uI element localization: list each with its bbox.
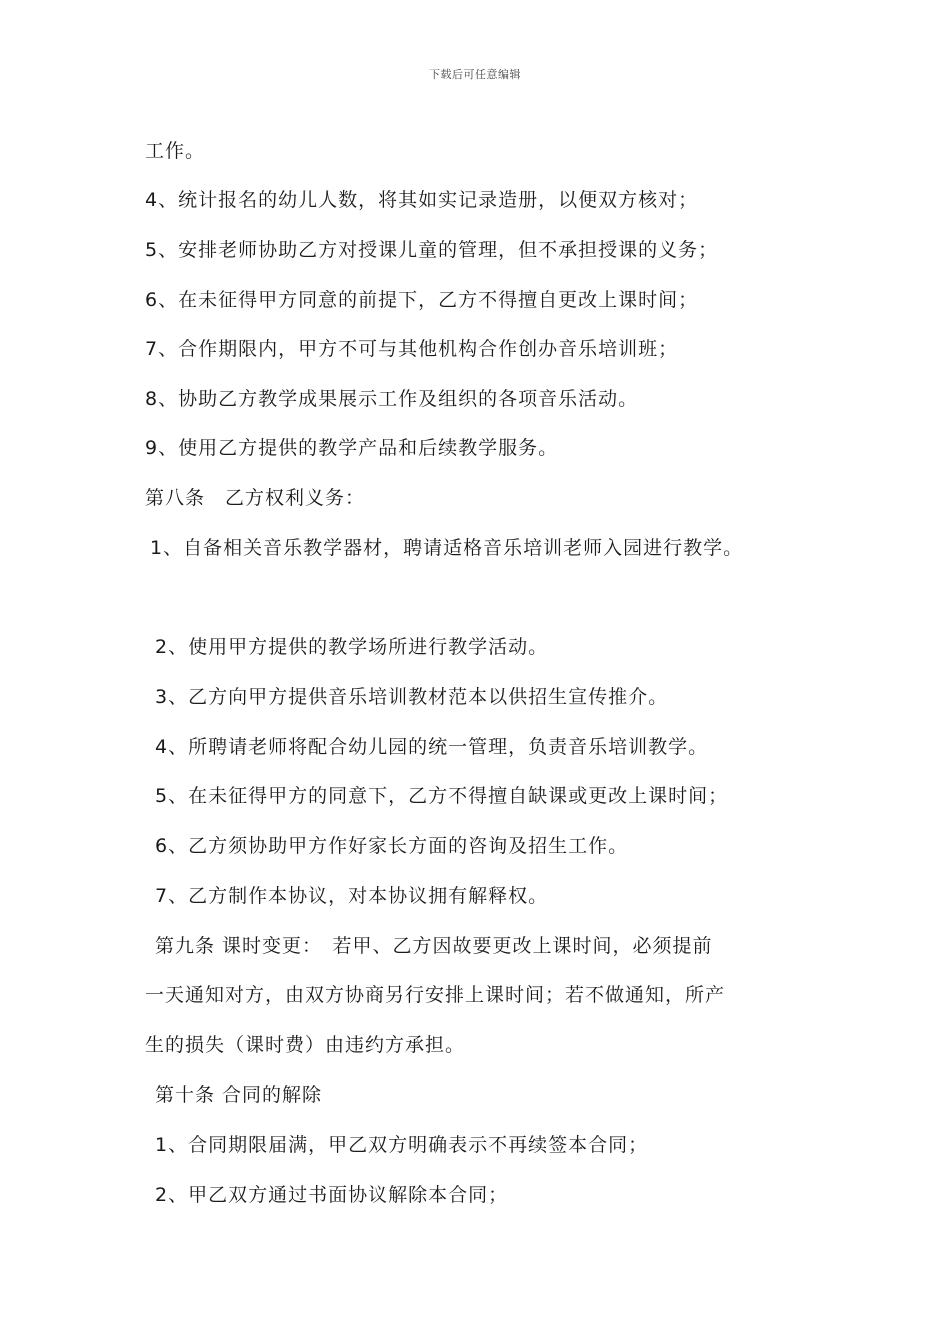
- body-line: 一天通知对方，由双方协商另行安排上课时间；若不做通知，所产: [145, 984, 726, 1006]
- section-heading: 第九条 课时变更： 若甲、乙方因故要更改上课时间，必须提前: [155, 935, 713, 957]
- body-line: 8、协助乙方教学成果展示工作及组织的各项音乐活动。: [145, 388, 639, 410]
- body-line: 2、使用甲方提供的教学场所进行教学活动。: [155, 636, 549, 658]
- body-line: 2、甲乙双方通过书面协议解除本合同；: [155, 1184, 509, 1206]
- body-line: 5、在未征得甲方的同意下，乙方不得擅自缺课或更改上课时间；: [155, 785, 729, 807]
- body-line: 1、合同期限届满，甲乙双方明确表示不再续签本合同；: [155, 1134, 649, 1156]
- section-heading: 第十条 合同的解除: [155, 1084, 323, 1106]
- section-heading: 第八条 乙方权利义务：: [145, 487, 366, 509]
- body-line: 生的损失（课时费）由违约方承担。: [145, 1034, 466, 1056]
- body-line: 4、统计报名的幼儿人数，将其如实记录造册，以便双方核对；: [145, 189, 699, 211]
- page-header: 下载后可任意编辑: [429, 68, 521, 81]
- body-line: 3、乙方向甲方提供音乐培训教材范本以供招生宣传推介。: [155, 686, 669, 708]
- body-line: 工作。: [145, 140, 206, 162]
- body-line: 1、自备相关音乐教学器材，聘请适格音乐培训老师入园进行教学。: [150, 537, 744, 559]
- body-line: 6、乙方须协助甲方作好家长方面的咨询及招生工作。: [155, 835, 629, 857]
- body-line: 9、使用乙方提供的教学产品和后续教学服务。: [145, 437, 559, 459]
- body-line: 4、所聘请老师将配合幼儿园的统一管理，负责音乐培训教学。: [155, 736, 709, 758]
- body-line: 7、乙方制作本协议，对本协议拥有解释权。: [155, 885, 549, 907]
- body-line: 6、在未征得甲方同意的前提下，乙方不得擅自更改上课时间；: [145, 289, 699, 311]
- body-line: 7、合作期限内，甲方不可与其他机构合作创办音乐培训班；: [145, 338, 679, 360]
- body-line: 5、安排老师协助乙方对授课儿童的管理，但不承担授课的义务；: [145, 239, 719, 261]
